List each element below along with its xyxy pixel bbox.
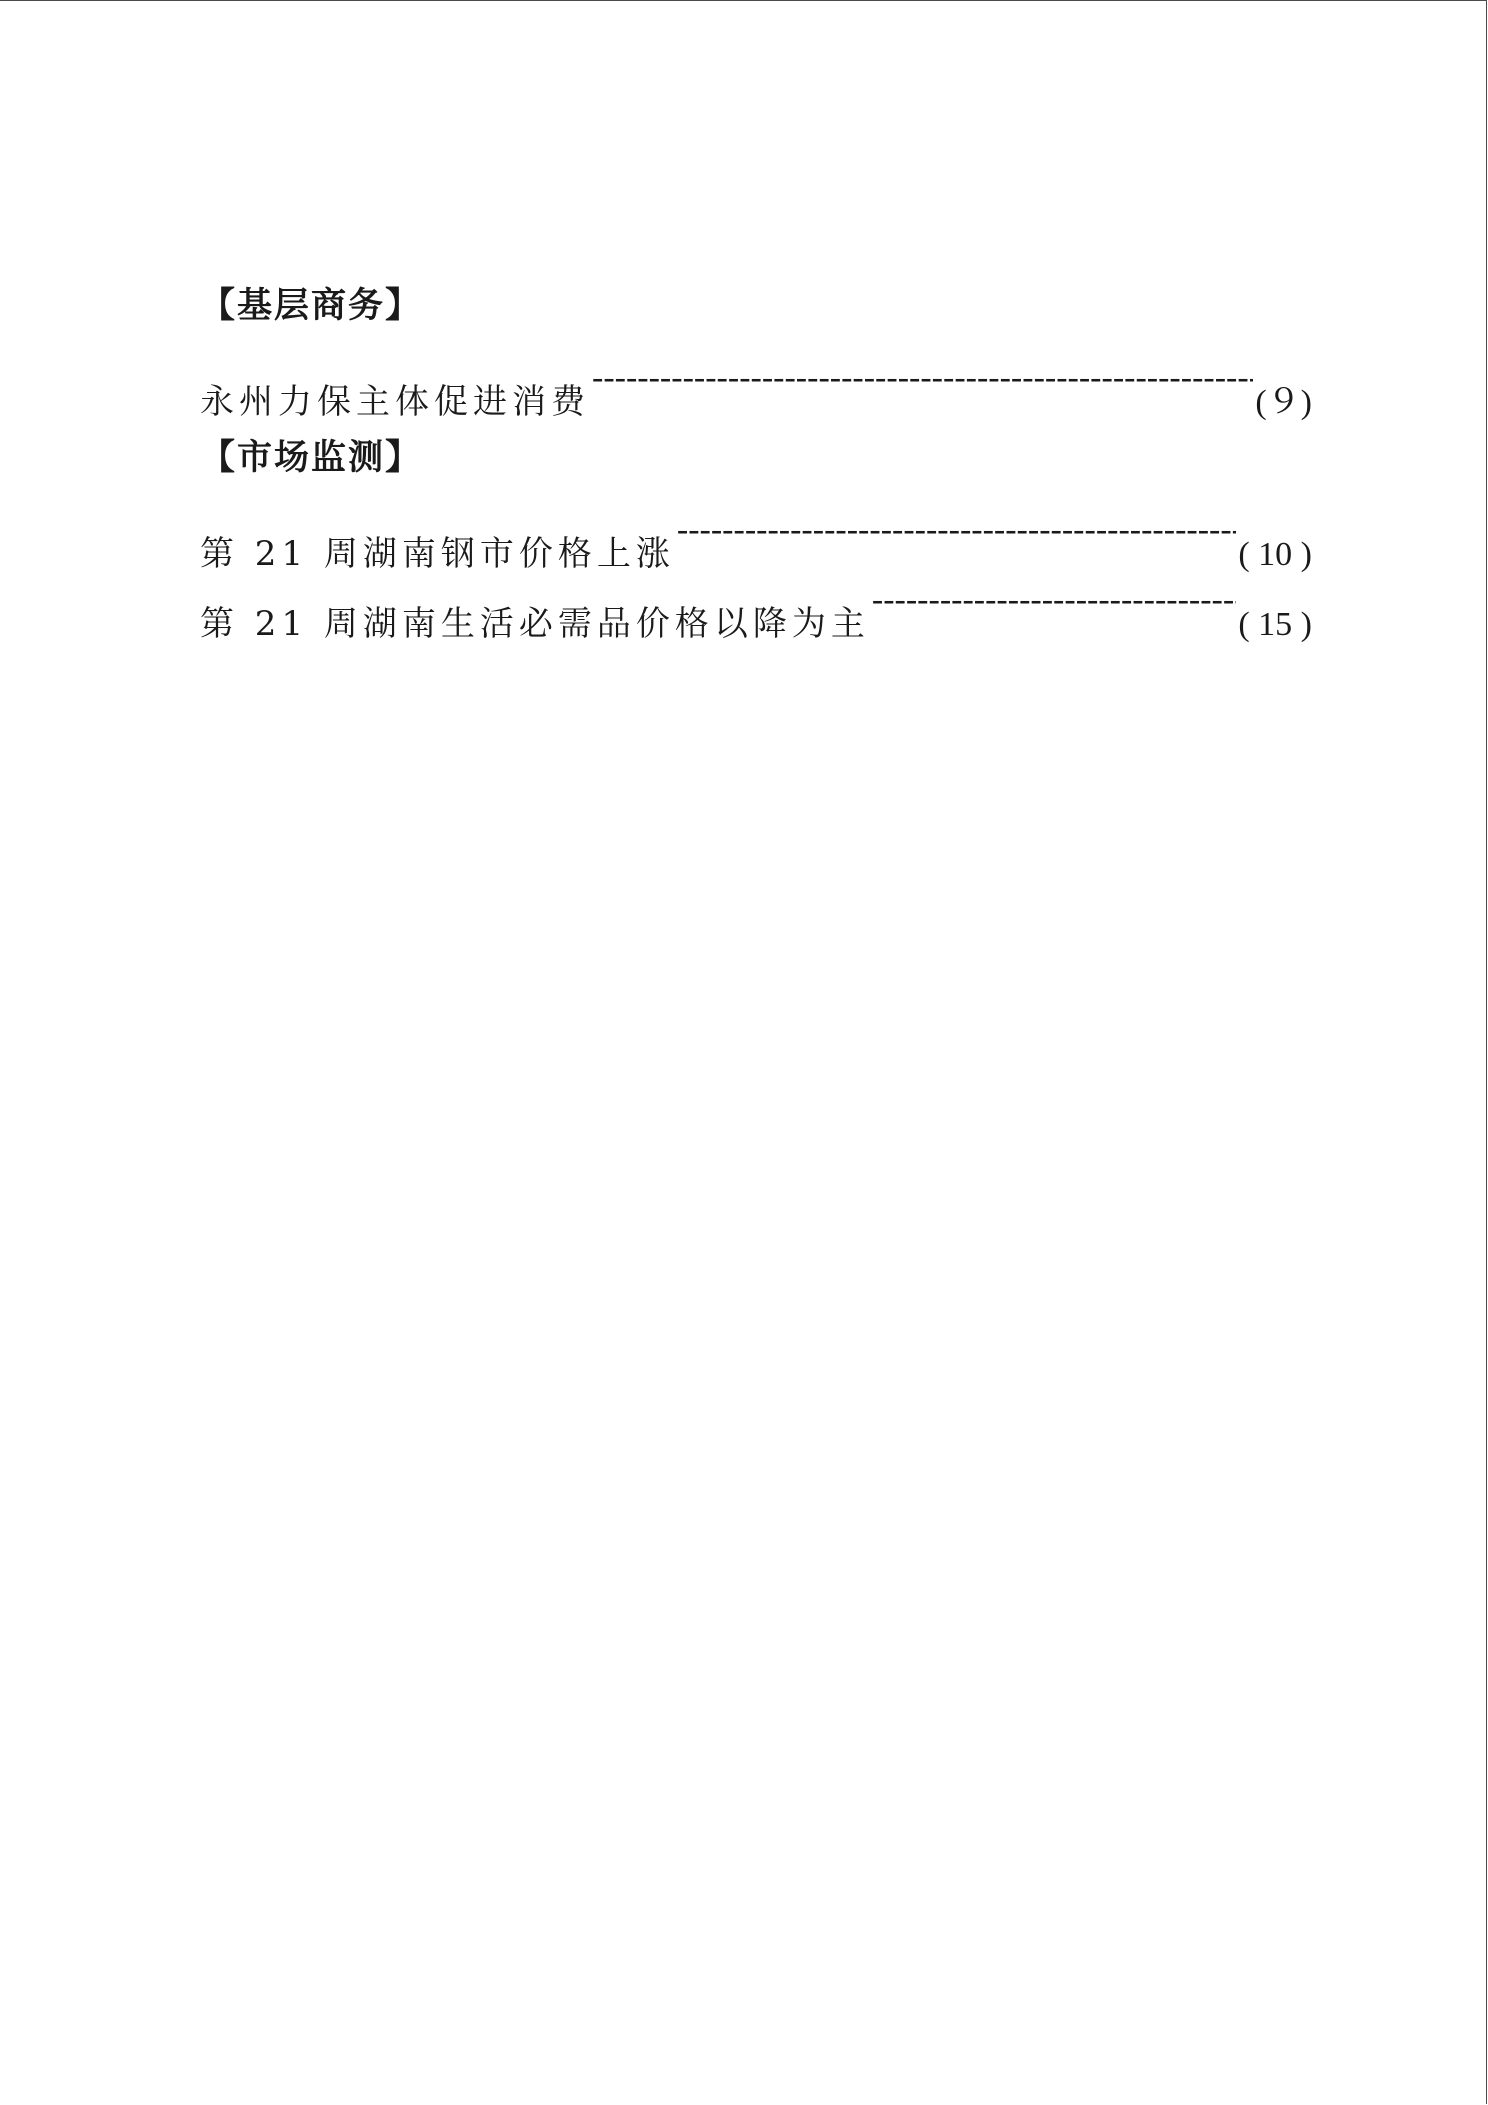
toc-entry-page: ( 10 ) bbox=[1238, 536, 1312, 573]
toc-entry-page: ( 15 ) bbox=[1238, 606, 1312, 643]
table-of-contents bbox=[200, 277, 1312, 644]
toc-entry-page: (９) bbox=[1255, 384, 1312, 421]
toc-entry-title: 第 21 周湖南生活必需品价格以降为主 bbox=[200, 604, 870, 644]
toc-entry-title: 永州力保主体促进消费 bbox=[200, 382, 590, 422]
section-heading-grassroots-commerce: 【基层商务】 bbox=[200, 286, 423, 326]
dot-leader bbox=[872, 565, 1236, 635]
toc-entry-title: 第 21 周湖南钢市价格上涨 bbox=[200, 534, 675, 574]
section-heading-market-monitoring: 【市场监测】 bbox=[200, 438, 423, 478]
toc-entry[interactable] bbox=[200, 343, 1312, 422]
dot-leader bbox=[592, 343, 1253, 413]
toc-entry[interactable] bbox=[200, 495, 1312, 574]
dot-leader bbox=[677, 495, 1236, 565]
